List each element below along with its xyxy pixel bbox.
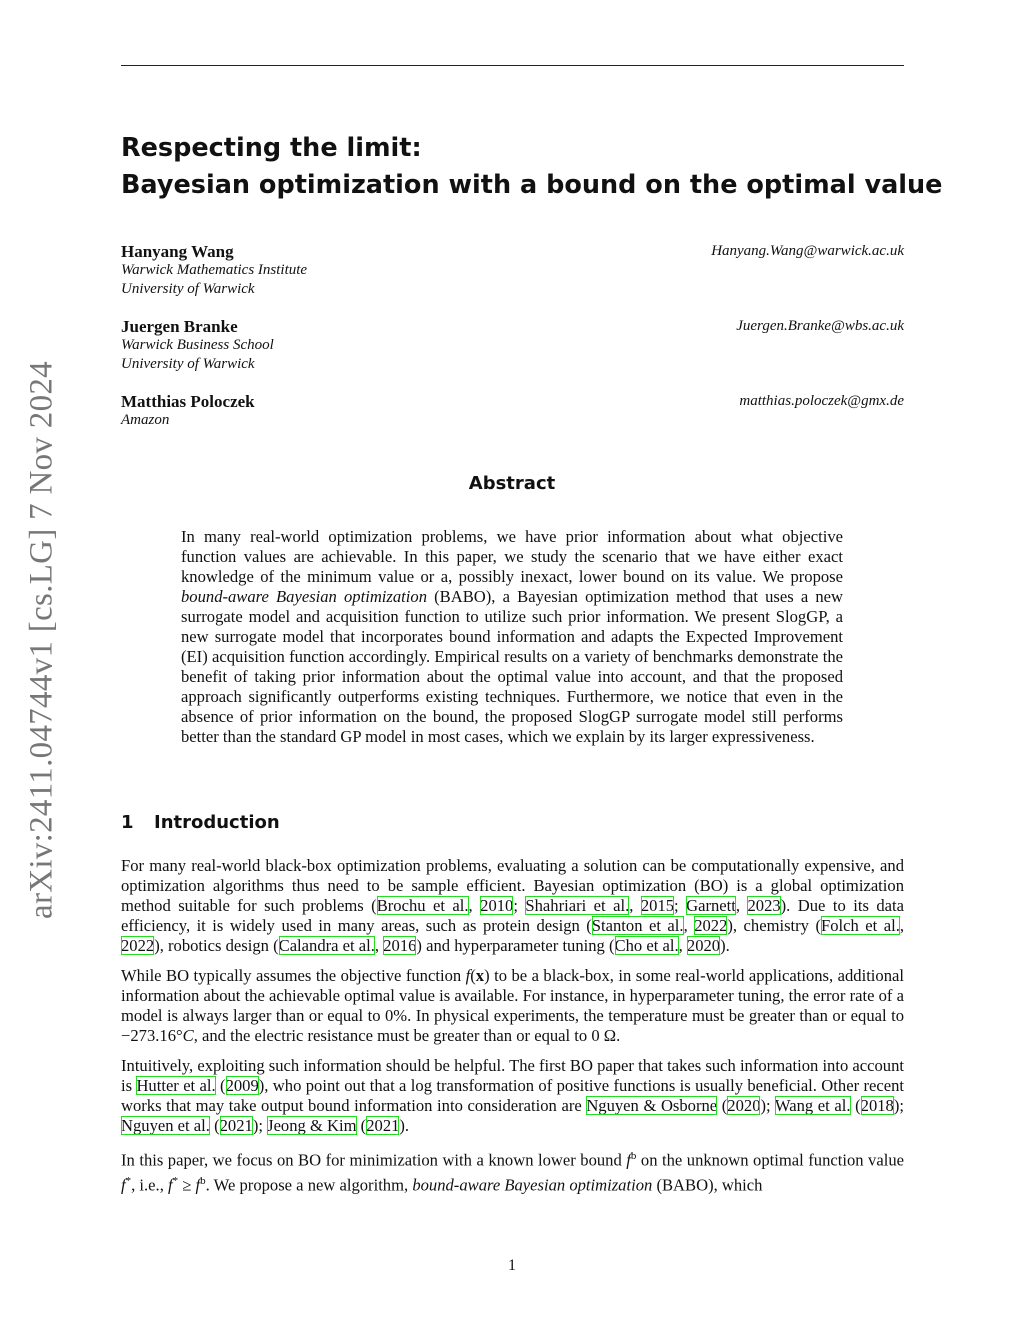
author-block xyxy=(121,242,904,299)
abstract-heading: Abstract xyxy=(468,473,556,494)
abstract-text xyxy=(181,527,843,747)
emphasized-text: C xyxy=(182,1026,194,1045)
author-email[interactable]: matthias.poloczek@gmx.de xyxy=(739,393,904,409)
paragraph xyxy=(121,856,904,956)
paragraph xyxy=(121,1146,904,1195)
text-segment: , xyxy=(899,916,904,935)
citation-link[interactable]: 2020 xyxy=(727,1096,761,1115)
citation-link[interactable]: Cho et al. xyxy=(614,936,679,955)
citation-link[interactable]: Shahriari et al. xyxy=(525,896,630,915)
text-segment: , xyxy=(629,896,641,915)
citation-link[interactable]: Folch et al. xyxy=(820,916,900,935)
emphasized-text: f xyxy=(465,966,471,985)
text-segment: ). xyxy=(399,1116,410,1135)
header-rule xyxy=(121,65,904,66)
citation-link[interactable]: 2021 xyxy=(219,1116,253,1135)
author-block xyxy=(121,392,904,430)
author-email[interactable]: Hanyang.Wang@warwick.ac.uk xyxy=(711,243,904,259)
author-affiliation: University of Warwick xyxy=(121,356,255,372)
citation-link[interactable]: 2016 xyxy=(383,936,417,955)
text-segment: ); xyxy=(252,1116,268,1135)
text-segment: ( xyxy=(356,1116,367,1135)
title-line-2: Bayesian optimization with a bound on the optimal value xyxy=(121,170,943,200)
citation-link[interactable]: Calandra et al. xyxy=(278,936,375,955)
author-name: Hanyang Wang xyxy=(121,242,234,261)
text-segment: In many real-world optimization problems, we have prior information about what objective function values are achievable. In this paper, we study the scenario that we have either exact knowledge of the minimum value or a, possibly inexact, lower bound on its value. We propose xyxy=(181,527,843,586)
text-segment: ≥ xyxy=(178,1175,196,1195)
citation-link[interactable]: 2022 xyxy=(694,916,728,935)
text-segment: ); xyxy=(760,1096,775,1115)
author-email[interactable]: Juergen.Branke@wbs.ac.uk xyxy=(736,318,904,334)
citation-link[interactable]: Wang et al. xyxy=(774,1096,851,1115)
emphasized-text: bound-aware Bayesian optimization xyxy=(181,587,427,606)
text-segment: ), who point out that a log transformation of positive functions is usually beneficial. Other recent works that may take output bound information into consideration are xyxy=(121,1076,904,1115)
text-segment: , xyxy=(374,936,384,955)
citation-link[interactable]: 2010 xyxy=(480,896,514,915)
text-segment: , xyxy=(683,916,695,935)
citation-link[interactable]: Brochu et al. xyxy=(376,896,469,915)
emphasized-text: f xyxy=(168,1175,173,1195)
text-segment: ). xyxy=(720,936,730,955)
citation-link[interactable]: 2023 xyxy=(747,896,781,915)
emphasized-text: bound-aware Bayesian optimization xyxy=(412,1175,653,1195)
text-segment: ), chemistry ( xyxy=(727,916,821,935)
citation-link[interactable]: Jeong & Kim xyxy=(267,1116,357,1135)
emphasized-text: f xyxy=(626,1150,631,1170)
text-segment: , xyxy=(468,896,481,915)
author-block xyxy=(121,317,904,374)
citation-link[interactable]: Hutter et al. xyxy=(136,1076,216,1095)
text-segment: (BABO), which xyxy=(652,1175,763,1195)
author-name: Matthias Poloczek xyxy=(121,392,255,411)
page-number: 1 xyxy=(508,1257,516,1274)
emphasized-text: f xyxy=(195,1175,201,1195)
author-affiliation: University of Warwick xyxy=(121,281,255,297)
text-segment: Intuitively, exploiting such information should be helpful. The first BO paper that takes such information into account is xyxy=(121,1056,904,1095)
text-segment: , and the electric resistance must be greater than or equal to 0 Ω. xyxy=(193,1026,621,1045)
text-segment: , xyxy=(678,936,687,955)
text-segment: ( xyxy=(209,1116,220,1135)
citation-link[interactable]: Stanton et al. xyxy=(591,916,684,935)
body-text xyxy=(121,856,904,1205)
text-segment: While BO typically assumes the objective function xyxy=(121,966,466,985)
text-segment: (BABO), a Bayesian optimization method that uses a new surrogate model and acquisition function to utilize such prior information. We present SlogGP, a new surrogate model that incorporates bound information and adapts the Expected Improvement (EI) acquisition function accordingly. Empirical results on a variety of benchmarks demonstrate the benefit of taking prior information about the optimal value into account, and that the proposed approach significantly outperforms existing techniques. Furthermore, we notice that even in the absence of prior information on the bound, the proposed SlogGP surrogate model still performs better than the standard GP model in most cases, which we explain by its larger expressiveness. xyxy=(181,587,843,746)
text-segment: ; xyxy=(513,896,526,915)
text-segment: ( xyxy=(215,1076,226,1095)
author-affiliation: Warwick Business School xyxy=(121,337,274,353)
citation-link[interactable]: 2022 xyxy=(121,936,155,955)
citation-link[interactable]: 2018 xyxy=(860,1096,894,1115)
text-segment: ). Due to its data efficiency, it is widely used in many areas, such as protein design ( xyxy=(121,896,905,935)
author-affiliation: Warwick Mathematics Institute xyxy=(121,262,308,278)
citation-link[interactable]: Nguyen et al. xyxy=(121,1116,210,1135)
text-segment: For many real-world black-box optimization problems, evaluating a solution can be computationally expensive, and optimization algorithms thus need to be sample efficient. Bayesian optimization (BO) is a global optimization method suitable for such problems ( xyxy=(121,856,904,915)
citation-link[interactable]: Garnett xyxy=(686,896,736,915)
text-segment: b xyxy=(630,1150,637,1162)
paragraph xyxy=(121,966,904,1046)
text-segment: * xyxy=(125,1174,132,1187)
citation-link[interactable]: Nguyen & Osborne xyxy=(586,1096,718,1115)
citation-link[interactable]: 2009 xyxy=(225,1076,259,1095)
author-affiliation: Amazon xyxy=(121,412,170,428)
text-segment: , xyxy=(735,896,748,915)
author-name: Juergen Branke xyxy=(121,317,238,336)
citation-link[interactable]: 2021 xyxy=(366,1116,400,1135)
citation-link[interactable]: 2020 xyxy=(686,936,721,955)
text-segment: ( xyxy=(850,1096,861,1115)
arxiv-identifier: arXiv:2411.04744v1 [cs.LG] 7 Nov 2024 xyxy=(23,361,60,919)
text-segment: ); xyxy=(893,1096,904,1115)
text-segment: ; xyxy=(674,896,687,915)
title-line-1: Respecting the limit: xyxy=(121,133,422,163)
text-segment: . We propose a new algorithm, xyxy=(205,1175,413,1195)
text-segment: ), robotics design ( xyxy=(154,936,279,955)
text-segment: * xyxy=(172,1174,179,1187)
paragraph xyxy=(121,1056,904,1136)
text-segment: In this paper, we focus on BO for minimization with a known lower bound xyxy=(121,1150,627,1170)
paper-title xyxy=(121,130,942,204)
text-segment: ( xyxy=(470,966,476,985)
citation-link[interactable]: 2015 xyxy=(640,896,675,915)
section-heading xyxy=(121,812,280,833)
text-segment: on the unknown optimal function value xyxy=(636,1150,904,1170)
section-title: Introduction xyxy=(154,812,280,833)
text-segment: ) to be a black-box, in some real-world applications, additional information about the achievable optimal value is available. For instance, in hyperparameter tuning, the error rate of a model is always larger than or equal to 0%. In physical experiments, the temperature must be greater than or equal to −273.16° xyxy=(121,966,904,1045)
text-segment: ( xyxy=(717,1096,728,1115)
text-segment: b xyxy=(200,1174,206,1187)
emphasized-text: f xyxy=(121,1175,126,1195)
section-number: 1 xyxy=(121,812,134,833)
text-segment: , i.e., xyxy=(131,1175,168,1195)
text-segment: ) and hyperparameter tuning ( xyxy=(416,936,615,955)
text-segment: x xyxy=(475,966,485,985)
